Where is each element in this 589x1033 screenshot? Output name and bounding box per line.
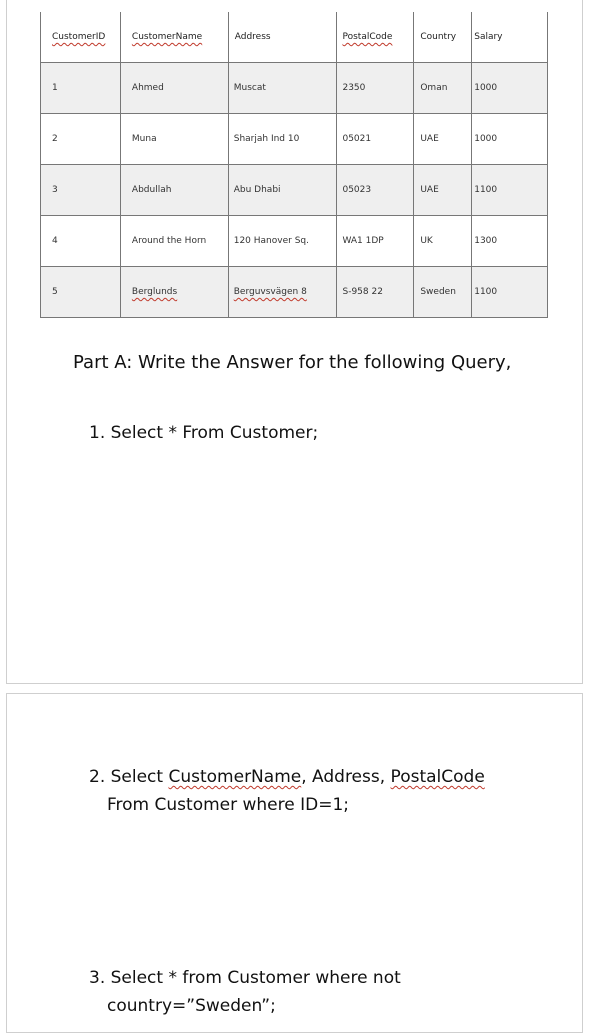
header-customerid: CustomerID — [41, 12, 121, 63]
part-a-heading: Part A: Write the Answer for the following Query, — [73, 352, 512, 373]
spellcheck-word: PostalCode — [390, 767, 485, 787]
cell-salary: 1100 — [472, 165, 548, 216]
cell-id: 1 — [41, 63, 121, 114]
cell-name: Ahmed — [120, 63, 228, 114]
cell-postal: 05021 — [337, 114, 414, 165]
cell-address: 120 Hanover Sq. — [228, 216, 337, 267]
question-2 — [89, 763, 485, 819]
cell-address: Abu Dhabi — [228, 165, 337, 216]
header-country: Country — [414, 12, 472, 63]
cell-postal: 05023 — [337, 165, 414, 216]
table-row — [41, 165, 548, 216]
table-row — [41, 267, 548, 318]
table-row — [41, 114, 548, 165]
cell-country: UAE — [414, 165, 472, 216]
cell-id: 5 — [41, 267, 121, 318]
cell-id: 4 — [41, 216, 121, 267]
header-address: Address — [228, 12, 337, 63]
spellcheck-word: CustomerName — [168, 767, 302, 787]
cell-name: Muna — [120, 114, 228, 165]
cell-postal: S-958 22 — [337, 267, 414, 318]
customer-table — [40, 12, 548, 318]
cell-country: UAE — [414, 114, 472, 165]
cell-salary: 1000 — [472, 114, 548, 165]
cell-address: Sharjah Ind 10 — [228, 114, 337, 165]
cell-name: Abdullah — [120, 165, 228, 216]
cell-country: Oman — [414, 63, 472, 114]
question-2-line-2: From Customer where ID=1; — [107, 795, 350, 815]
cell-salary: 1000 — [472, 63, 548, 114]
cell-address: Muscat — [228, 63, 337, 114]
table-row — [41, 63, 548, 114]
header-postalcode: PostalCode — [337, 12, 414, 63]
cell-id: 3 — [41, 165, 121, 216]
question-1: 1. Select * From Customer; — [89, 423, 319, 443]
cell-id: 2 — [41, 114, 121, 165]
question-2-line-1: 2. Select CustomerName, Address, PostalCode — [89, 767, 485, 787]
header-customername: CustomerName — [120, 12, 228, 63]
cell-salary: 1100 — [472, 267, 548, 318]
cell-name: Around the Horn — [120, 216, 228, 267]
question-3-line-2: country=”Sweden”; — [107, 996, 276, 1016]
question-3 — [89, 964, 401, 1020]
question-3-line-1: 3. Select * from Customer where not — [89, 968, 401, 988]
cell-country: UK — [414, 216, 472, 267]
table-header-row — [41, 12, 548, 63]
cell-salary: 1300 — [472, 216, 548, 267]
table-row — [41, 216, 548, 267]
cell-postal: 2350 — [337, 63, 414, 114]
cell-name: Berglunds — [120, 267, 228, 318]
cell-country: Sweden — [414, 267, 472, 318]
header-salary: Salary — [472, 12, 548, 63]
cell-address: Berguvsvägen 8 — [228, 267, 337, 318]
cell-postal: WA1 1DP — [337, 216, 414, 267]
